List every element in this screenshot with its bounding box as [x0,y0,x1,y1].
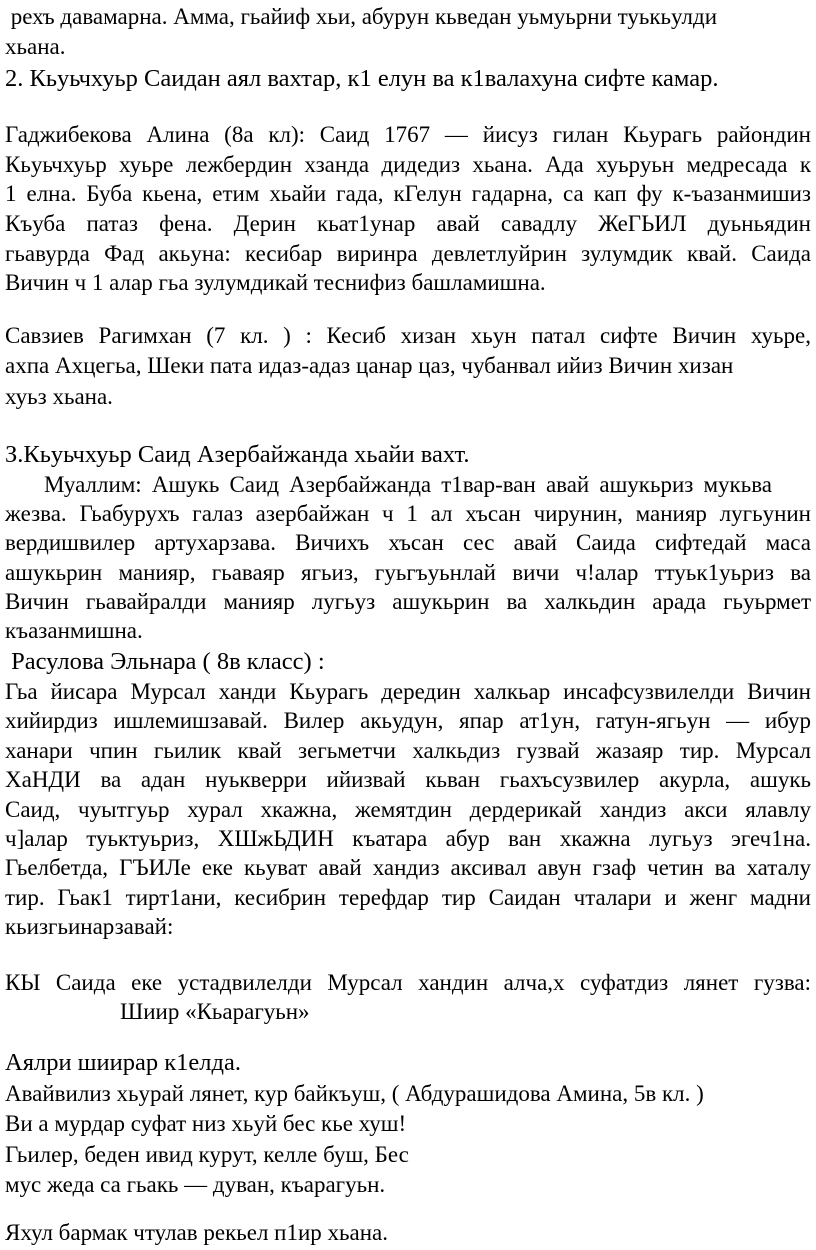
text-line: Гьа йисара Мурсал ханди Кьурагь дередин халкьар инсафсузвилелди Вичин [5,679,811,704]
text-line: Аялри шиирар к1елда. [5,1049,241,1076]
text-line: Гьелбетда, ГЪИЛе еке кьуват авай хандиз аксивал авун гзаф четин ва хаталу [5,855,811,880]
poem-line: Ви а мурдар суфат низ хьуй бес кье хуш! [5,1111,407,1136]
section-heading: З.Кьуьчхуьр Саид Азербайжанда хьайи вахт. [5,441,470,468]
text-line: Саид, чуытгуьр хурал хкажна, жемятдин дердерикай хандиз акси ялавлу [5,797,811,822]
text-line: Вичин ч 1 алар гьа зулумдикай теснифиз башламишна. [5,270,546,295]
text-line: гьавурда Фад акьуна: кесибар виринра девлетлуйрин зулумдик квай. Саида [5,241,811,266]
text-line: Къуба патаз фена. Дерин кьат1унар авай савадлу ЖеГЬИЛ дуьньядин [5,211,811,236]
speaker-line: Расулова Эльнара ( 8в класс) : [5,648,325,675]
text-line: вердишвилер артухарзава. Вичихъ хъсан сес авай Саида сифтедай маса [5,530,811,555]
poem-line: Гьилер, беден ивид курут, келле буш, Бес [5,1142,409,1167]
text-line: хьана. [5,34,66,59]
text-line: Кьуьчхуьр хуьре лежбердин хзанда дидедиз хьана. Ада хуьруьн медресада к [5,152,811,177]
text-line: Гаджибекова Алина (8а кл): Саид 1767 — йисуз гилан Кьурагь райондин [5,122,811,147]
text-line: Савзиев Рагимхан (7 кл. ) : Кесиб хизан хьун патал сифте Вичин хуьре, [5,323,811,348]
poem-title: Шиир «Кьарагуьн» [5,999,310,1024]
text-line: ч]алар туьктуьриз, ХШжЬДИН къатара абур ван хкажна лугьуз эгеч1на. [5,826,811,851]
text-line: Яхул бармак чтулав рекьел п1ир хьана. [5,1220,389,1245]
text-line: хуьз хьана. [5,384,113,409]
text-line: ахпа Ахцегьа, Шеки пата идаз-адаз цанар цаз, чубанвал ийиз Вичин хизан [5,353,734,378]
text-line: Вичин гьавайралди манияр лугьуз ашукьрин ва халкьдин арада гьуьрмет [5,589,811,614]
text-line: жезва. Гьабурухъ галаз азербайжан ч 1 ал хъсан чирунин, манияр лугьунин [5,501,811,526]
text-line: хийирдиз ишлемишзавай. Вилер акьудун, япар ат1ун, гатун-ягьун — ибур [5,708,811,733]
section-heading: 2. Кьуьчхуьр Саидан аял вахтар, к1 елун ва к1валахуна сифте камар. [5,65,719,92]
poem-line: Авайвилиз хьурай лянет, кур байкъуш, ( Абдурашидова Амина, 5в кл. ) [5,1081,704,1106]
poem-line: мус жеда са гьакь — дуван, къарагуьн. [5,1172,386,1197]
text-line: кьизгьинарзавай: [5,914,174,939]
text-line: ханари чпин гьилик квай зегьметчи халкьдиз гузвай жазаяр тир. Мурсал [5,738,811,763]
text-line: ашукьрин манияр, гьаваяр ягьиз, гуьгъуьнлай вичи ч!алар ттуьк1уьриз ва [5,560,811,585]
text-line: ХаНДИ ва адан нуькверри ийизвай кьван гьахъсузвилер акурла, ашукь [5,767,811,792]
text-line: 1 елна. Буба кьена, етим хьайи гада, кГелун гадарна, са кап фу к-ъазанмишиз [5,181,811,206]
text-line: КЫ Саида еке устадвилелди Мурсал хандин алча,х суфатдиз лянет гузва: [5,970,811,995]
text-line: къазанмишна. [5,618,143,643]
text-line: тир. Гьак1 тирт1ани, кесибрин терефдар тир Саидан чталари и женг мадни [5,885,811,910]
text-line: рехъ давамарна. Амма, гьайиф хьи, абурун кьведан уьмуьрни туькьулди [5,4,718,29]
text-line: Муаллим: Ашукь Саид Азербайжанда т1вар-ван авай ашукьриз мукьва [44,472,772,497]
